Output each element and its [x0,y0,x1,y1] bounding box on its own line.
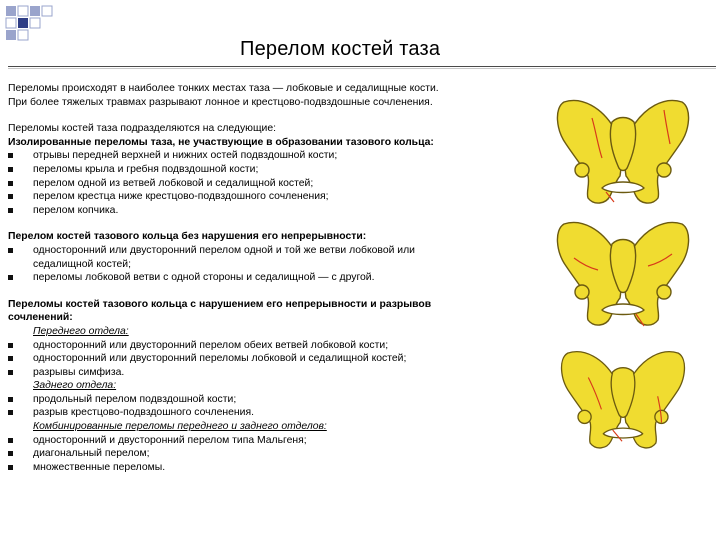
pelvis-illustration-icon [552,210,694,338]
list-item: односторонний или двусторонний перелом одной и той же ветви лобковой или [8,244,548,258]
title-divider-shadow [8,68,716,69]
list-item: разрыв крестцово-подвздошного сочленения. [8,406,548,420]
list-item: отрывы передней верхней и нижних остей подвздошной кости; [8,149,548,163]
list-item: перелом одной из ветвей лобковой и седалищной костей; [8,177,548,191]
classification-intro: Переломы костей таза подразделяются на следующие: [8,123,276,135]
list-item: односторонний или двусторонний перелом обеих ветвей лобковой кости; [8,339,548,353]
list-item-continuation: седалищной костей; [33,258,131,270]
list-item: перелом крестца ниже крестцово-подвздошного сочленения; [8,190,548,204]
section-heading-ring-broken: Переломы костей тазового кольца с нарушением его непрерывности и разрывов [8,298,432,310]
list-item: перелом копчика. [8,204,548,218]
page-title: Перелом костей таза [240,38,441,60]
slide-body [8,82,548,474]
subsection-posterior: Заднего отдела: [33,380,117,392]
pelvis-illustration-icon [552,340,694,460]
corner-squares-icon [0,0,90,50]
section-heading-isolated: Изолированные переломы таза, не участвующие в образовании тазового кольца: [8,136,434,148]
subsection-anterior: Переднего отдела: [33,325,129,337]
list-item: продольный перелом подвздошной кости; [8,393,548,407]
pelvis-illustration-icon [552,88,694,216]
list-item: переломы лобковой ветви с одной стороны и седалищной — с другой. [8,271,548,285]
list-item: разрывы симфиза. [8,366,548,380]
section-heading-ring-broken-cont: сочленений: [8,312,73,324]
list-item: односторонний или двусторонний переломы лобковой и седалищной костей; [8,352,548,366]
intro-line: Переломы происходят в наиболее тонких местах таза — лобковые и седалищные кости. [8,83,439,94]
intro-line: При более тяжелых травмах разрывают лонное и крестцово-подвздошные сочленения. [8,96,433,108]
title-divider [8,66,716,67]
section-heading-ring-intact: Перелом костей тазового кольца без нарушения его непрерывности: [8,231,367,243]
list-item: односторонний и двусторонний перелом типа Мальгеня; [8,434,548,448]
list-item: переломы крыла и гребня подвздошной кости; [8,163,548,177]
subsection-combined: Комбинированные переломы переднего и заднего отделов: [33,421,327,433]
list-item: множественные переломы. [8,461,548,475]
list-item: диагональный перелом; [8,447,548,461]
